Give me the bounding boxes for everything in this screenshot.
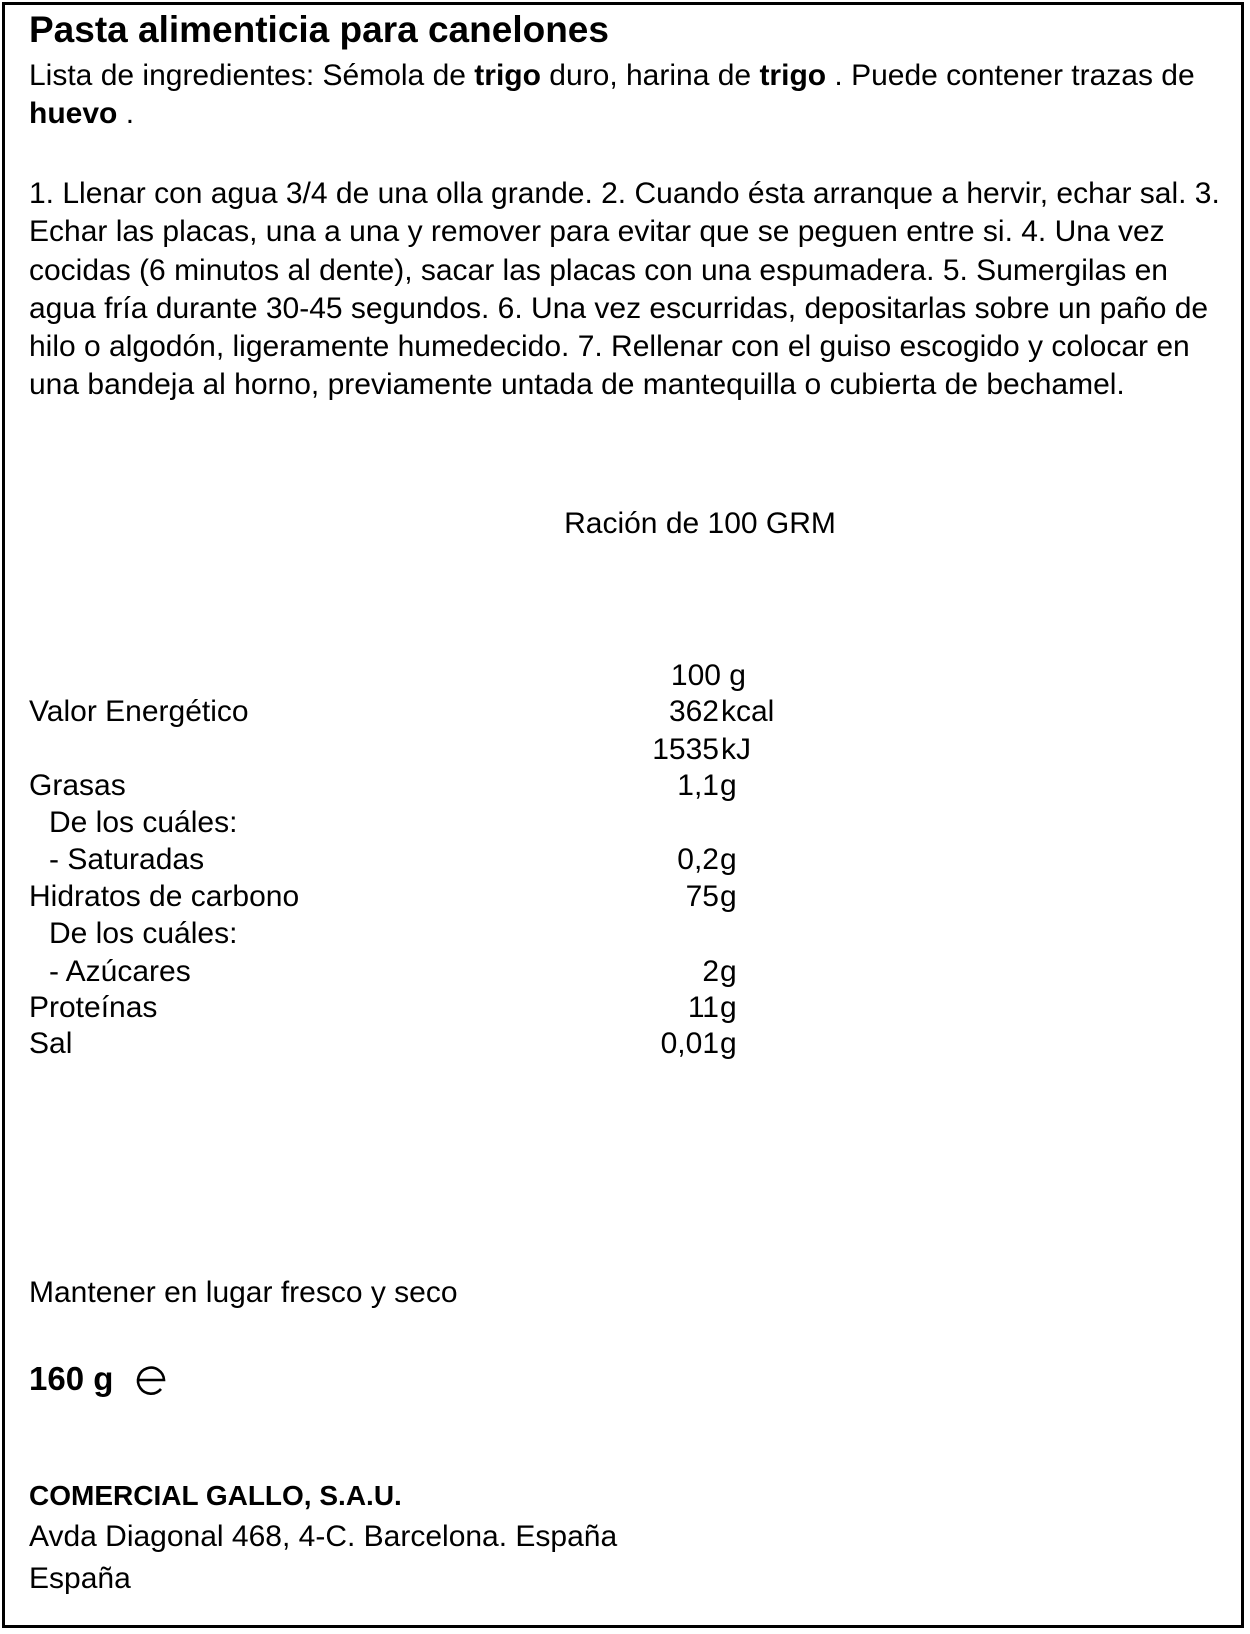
product-title: Pasta alimenticia para canelones <box>29 9 609 50</box>
company-country: España <box>29 1562 131 1595</box>
salt-unit: g <box>720 1027 737 1060</box>
energy-kcal-value: 362 <box>668 695 719 728</box>
of-which-label-carbs: De los cuáles: <box>49 917 238 950</box>
ingredients-prefix: Lista de ingredientes: Sémola de <box>29 59 475 92</box>
carbs-unit: g <box>720 880 737 913</box>
saturated-label: - Saturadas <box>49 843 205 876</box>
sugars-label: - Azúcares <box>49 955 191 988</box>
salt-value: 0,01 <box>660 1027 719 1060</box>
net-weight: 160 g <box>29 1360 114 1397</box>
energy-kj-value: 1535 <box>652 733 719 766</box>
company-name: COMERCIAL GALLO, S.A.U. <box>29 1480 402 1511</box>
label-frame <box>2 2 1244 1628</box>
ingredients-list <box>29 57 1199 133</box>
protein-value: 11 <box>687 991 719 1024</box>
saturated-unit: g <box>720 843 737 876</box>
energy-kcal-unit: kcal <box>721 695 775 728</box>
nutrition-column-header: 100 g <box>670 659 746 692</box>
saturated-value: 0,2 <box>677 843 719 876</box>
fat-unit: g <box>720 769 737 802</box>
allergen-wheat-1: trigo <box>474 59 541 92</box>
energy-kj-unit: kJ <box>721 733 751 766</box>
sugars-value: 2 <box>702 955 719 988</box>
ingredients-part-3: . Puede contener trazas de <box>826 59 1195 92</box>
carbs-value: 75 <box>685 880 719 913</box>
protein-unit: g <box>720 991 737 1024</box>
energy-label: Valor Energético <box>29 695 249 728</box>
sugars-unit: g <box>720 955 737 988</box>
protein-label: Proteínas <box>29 991 158 1024</box>
ingredients-part-2: duro, harina de <box>540 59 760 92</box>
estimated-sign-icon <box>133 1362 169 1398</box>
storage-instructions: Mantener en lugar fresco y seco <box>29 1276 458 1309</box>
salt-label: Sal <box>29 1027 73 1060</box>
company-address: Avda Diagonal 468, 4-C. Barcelona. España <box>29 1520 618 1553</box>
fat-value: 1,1 <box>677 769 719 802</box>
serving-size: Ración de 100 GRM <box>564 507 836 540</box>
carbs-label: Hidratos de carbono <box>29 880 300 913</box>
of-which-label-fat: De los cuáles: <box>49 806 238 839</box>
ingredients-suffix: . <box>117 97 135 130</box>
fat-label: Grasas <box>29 769 126 802</box>
cooking-instructions: 1. Llenar con agua 3/4 de una olla grande. 2. Cuando ésta arranque a hervir, echar sal. 3. Echar las placas, una a una y remover para evitar que se peguen entre si. 4. Una vez cocidas (6 minutos al dente), sacar las placas con una espumadera. 5. Sumergilas en agua fría durante 30-45 segundos. 6. Una vez escurridas, depositarlas sobre un paño de hilo o algodón, ligeramente humedecido. 7. Rellenar con el guiso escogido y colocar en una bandeja al horno, previamente untada de mantequilla o cubierta de bechamel. <box>29 177 1220 402</box>
allergen-wheat-2: trigo <box>759 59 827 92</box>
allergen-egg: huevo <box>29 97 118 130</box>
